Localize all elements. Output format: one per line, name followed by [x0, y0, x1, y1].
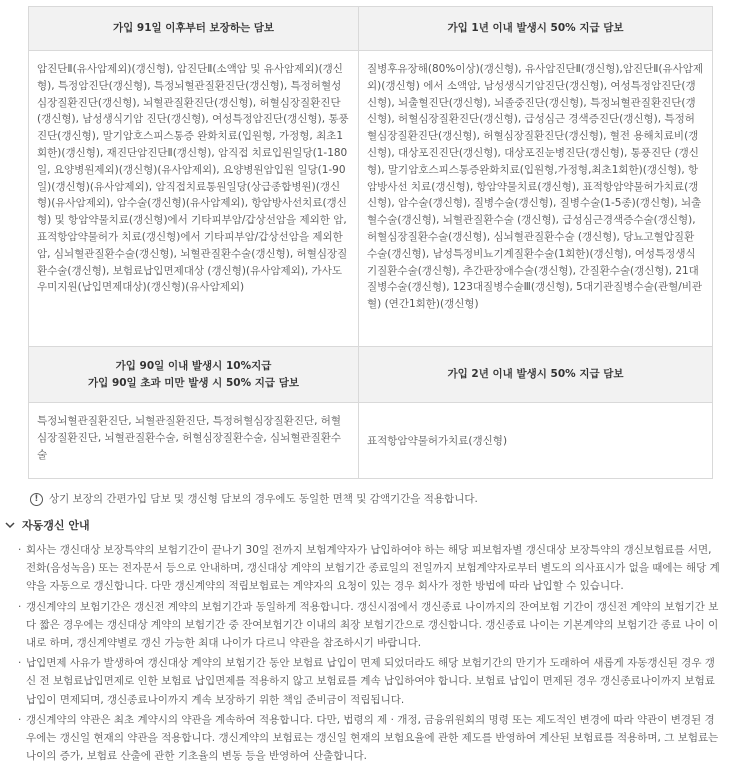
exemption-note: [28, 491, 712, 508]
auto-renewal-title: 자동갱신 안내: [22, 519, 90, 532]
header-within-2-years: 가입 2년 이내 발생시 50% 지급 담보: [359, 347, 713, 403]
list-item-text: 갱신계약의 약관은 최초 계약시의 약관을 계속하여 적용합니다. 다만, 법령의 제 · 개정, 금융위원회의 명령 또는 제도적인 변경에 따라 약관이 변경된 경우에는 갱신일 현재의 약관을 적용합니다. 갱신계약의 보험료는 갱신일 현재의 보험요율에 관한 제도를 반영하여 계산된 보험료를 적용하며, 그 보험료는 나이의 증가, 보험료 산출에 관한 기초율의 변동 등을 반영하여 산출합니다.: [26, 713, 719, 763]
list-item: · 갱신계약의 약관은 최초 계약시의 약관을 계속하여 적용합니다. 다만, 법령의 제 · 개정, 금융위원회의 명령 또는 제도적인 변경에 따라 약관이 변경된 경우에는 갱신일 현재의 약관을 적용합니다. 갱신계약의 보험료는 갱신일 현재의 보험요율에 관한 제도를 반영하여 계산된 보험료를 적용하며, 그 보험료는 나이의 증가, 보험료 산출에 관한 기초율의 변동 등을 반영하여 산출합니다.: [18, 713, 719, 763]
coverage-list-after-91-days: 암진단Ⅱ(유사암제외)(갱신형), 암진단Ⅱ(소액암 및 유사암제외)(갱신형), 특정암진단(갱신형), 특정뇌혈관질환진단(갱신형), 특정허혈성심장질환진단(갱신형), 뇌혈관질환진단(갱신형), 허혈심장질환진단(갱신형), 남성생식기암 진단(갱신형), 여성특정암진단(갱신형), 통풍진단(갱신형), 말기암호스피스통증 완화치료(입원형, 가정형, 최초1회한)(갱신형), 재진단암진단Ⅱ(갱신형), 암직접 치료입원일당(1-180일, 요양병원제외)(갱신형)(유사암제외), 요양병원암입원 일당(1-90일)(갱신형)(유사암제외), 암직접치료통원일당(상급종합병원)(갱신형)(유사암제외), 암수술(갱신형)(유사암제외), 항암방사선치료(갱신형) 및 항암약물치료(갱신형)에서 기타피부암/갑상선암을 제외한 암, 표적항암약물허가 치료(갱신형)에서 기타피부암/갑상선암을 제외한 암, 심뇌혈관질환수술(갱신형), 뇌혈관질환수술(갱신형), 허혈심장질환수술(갱신형), 보험료납입면제대상 (갱신형)(유사암제외), 가사도우미지원(납입면제대상)(갱신형)(유사암제외): [29, 51, 359, 347]
auto-renewal-list: [4, 541, 728, 765]
header-within-90-days-line1: 가입 90일 이내 발생시 10%지급: [115, 359, 272, 372]
header-within-1-year: 가입 1년 이내 발생시 50% 지급 담보: [359, 7, 713, 51]
coverage-list-within-2-years: 표적항암약물허가치료(갱신형): [359, 403, 713, 479]
list-item: · 갱신계약의 보험기간은 갱신전 계약의 보험기간과 동일하게 적용합니다. 갱신시점에서 갱신종료 나이까지의 잔여보험 기간이 갱신전 계약의 보험기간 보다 짧은 경우에는 갱신대상 계약의 보험기간 중 잔여보험기간 이내의 최장 보험기간으로 갱신합니다. 갱신종료 나이는 기본계약의 보험기간 종료 나이 이내로 하며, 갱신계약별로 갱신 가능한 최대 나이가 다르니 약관을 참조하시기 바랍니다.: [18, 600, 719, 650]
coverage-list-within-1-year: 질병후유장해(80%이상)(갱신형), 유사암진단Ⅱ(갱신형),암진단Ⅱ(유사암제외)(갱신형) 에서 소액암, 남성생식기암진단(갱신형), 여성특정암진단(갱신형), 뇌출혈진단(갱신형), 뇌졸중진단(갱신형), 특정뇌혈관질환진단(갱신형), 허혈심장질환진단(갱신형), 급성심근 경색증진단(갱신형), 특정허혈심장질환진단(갱신형), 허혈심장질환진단(갱신형), 혈전 용해치료비(갱신형), 대상포진진단(갱신형), 대상포진눈병진단(갱신형), 통풍진단 (갱신형), 말기암호스피스통증완화치료(입원형,가정형,최초1회한)(갱신형), 항암방사선 치료(갱신형), 항암약물치료(갱신형), 표적항암약물허가치료(갱신형), 암수술(갱신형), 질병수술(갱신형), 질병수술(1-5종)(갱신형), 뇌출혈수술(갱신형), 뇌혈관질환수술 (갱신형), 급성심근경색증수술(갱신형), 허혈심장질환수술(갱신형), 심뇌혈관질환수술 (갱신형), 당뇨고혈압질환수술(갱신형), 남성특정비뇨기계질환수술(1회한)(갱신형), 여성특정생식기질환수술(갱신형), 추간판장애수술(갱신형), 간질환수술(갱신형), 21대질병수술(갱신형), 123대질병수술Ⅲ(갱신형), 5대기관질병수술(관혈/비관혈) (연간1회한)(갱신형): [359, 51, 713, 347]
header-after-91-days: 가입 91일 이후부터 보장하는 담보: [29, 7, 359, 51]
list-item-text: 납입면제 사유가 발생하여 갱신대상 계약의 보험기간 동안 보험료 납입이 면제 되었더라도 해당 보험기간의 만기가 도래하여 새롭게 자동갱신된 경우 갱신 전 보험료납입면제로 인한 보험료 납입면제를 적용하지 않고 보험료를 계속 납입하여야 합니다. 보험료 납입이 면제된 경우 갱신종료나이까지 보험료 납입이 면제되며, 갱신종료나이까지 계속 보장하기 위한 책임 준비금이 적립됩니다.: [26, 657, 715, 706]
list-item-text: 회사는 갱신대상 보장특약의 보험기간이 끝나기 30일 전까지 보험계약자가 납입하여야 하는 해당 피보험자별 갱신대상 보장특약의 갱신보험료를 서면, 전화(음성녹음) 또는 전자문서 등으로 안내하며, 갱신대상 계약의 보험기간 종료일의 전일까지 보험계약자로부터 별도의 의사표시가 없을 때에는 해당 계약을 자동으로 갱신합니다. 다만 갱신계약의 적립보험료는 계약자의 요청이 있는 경우 회사가 정한 방법에 따라 납입할 수 있습니다.: [26, 544, 720, 593]
coverage-list-within-90-days: 특정뇌혈관질환진단, 뇌혈관질환진단, 특정허혈심장질환진단, 허혈심장질환진단, 뇌혈관질환수술, 허혈심장질환수술, 심뇌혈관질환수술: [29, 403, 359, 479]
coverage-table: [28, 6, 713, 479]
header-within-90-days: [29, 347, 359, 403]
list-item: · 회사는 갱신대상 보장특약의 보험기간이 끝나기 30일 전까지 보험계약자가 납입하여야 하는 해당 피보험자별 갱신대상 보장특약의 갱신보험료를 서면, 전화(음성녹음) 또는 전자문서 등으로 안내하며, 갱신대상 계약의 보험기간 종료일의 전일까지 보험계약자로부터 별도의 의사표시가 없을 때에는 해당 계약을 자동으로 갱신합니다. 다만 갱신계약의 적립보험료는 계약자의 요청이 있는 경우 회사가 정한 방법에 따라 납입할 수 있습니다.: [18, 544, 720, 593]
header-within-90-days-line2: 가입 90일 초과 미만 발생 시 50% 지급 담보: [88, 376, 299, 389]
chevron-down-icon: [4, 519, 16, 531]
auto-renewal-section: [4, 515, 728, 767]
exemption-note-text: 상기 보장의 간편가입 담보 및 갱신형 담보의 경우에도 동일한 면책 및 감액기간을 적용합니다.: [49, 493, 478, 505]
list-item-text: 갱신계약의 보험기간은 갱신전 계약의 보험기간과 동일하게 적용합니다. 갱신시점에서 갱신종료 나이까지의 잔여보험 기간이 갱신전 계약의 보험기간 보다 짧은 경우에는 갱신대상 계약의 보험기간 중 잔여보험기간 이내의 최장 보험기간으로 갱신합니다. 갱신종료 나이는 기본계약의 보험기간 종료 나이 이내로 하며, 갱신계약별로 갱신 가능한 최대 나이가 다르니 약관을 참조하시기 바랍니다.: [26, 600, 719, 650]
auto-renewal-toggle[interactable]: [4, 515, 728, 535]
info-icon: !: [30, 493, 43, 506]
list-item: · 납입면제 사유가 발생하여 갱신대상 계약의 보험기간 동안 보험료 납입이 면제 되었더라도 해당 보험기간의 만기가 도래하여 새롭게 자동갱신된 경우 갱신 전 보험료납입면제로 인한 보험료 납입면제를 적용하지 않고 보험료를 계속 납입하여야 합니다. 보험료 납입이 면제된 경우 갱신종료나이까지 보험료 납입이 면제되며, 갱신종료나이까지 계속 보장하기 위한 책임 준비금이 적립됩니다.: [18, 657, 715, 706]
